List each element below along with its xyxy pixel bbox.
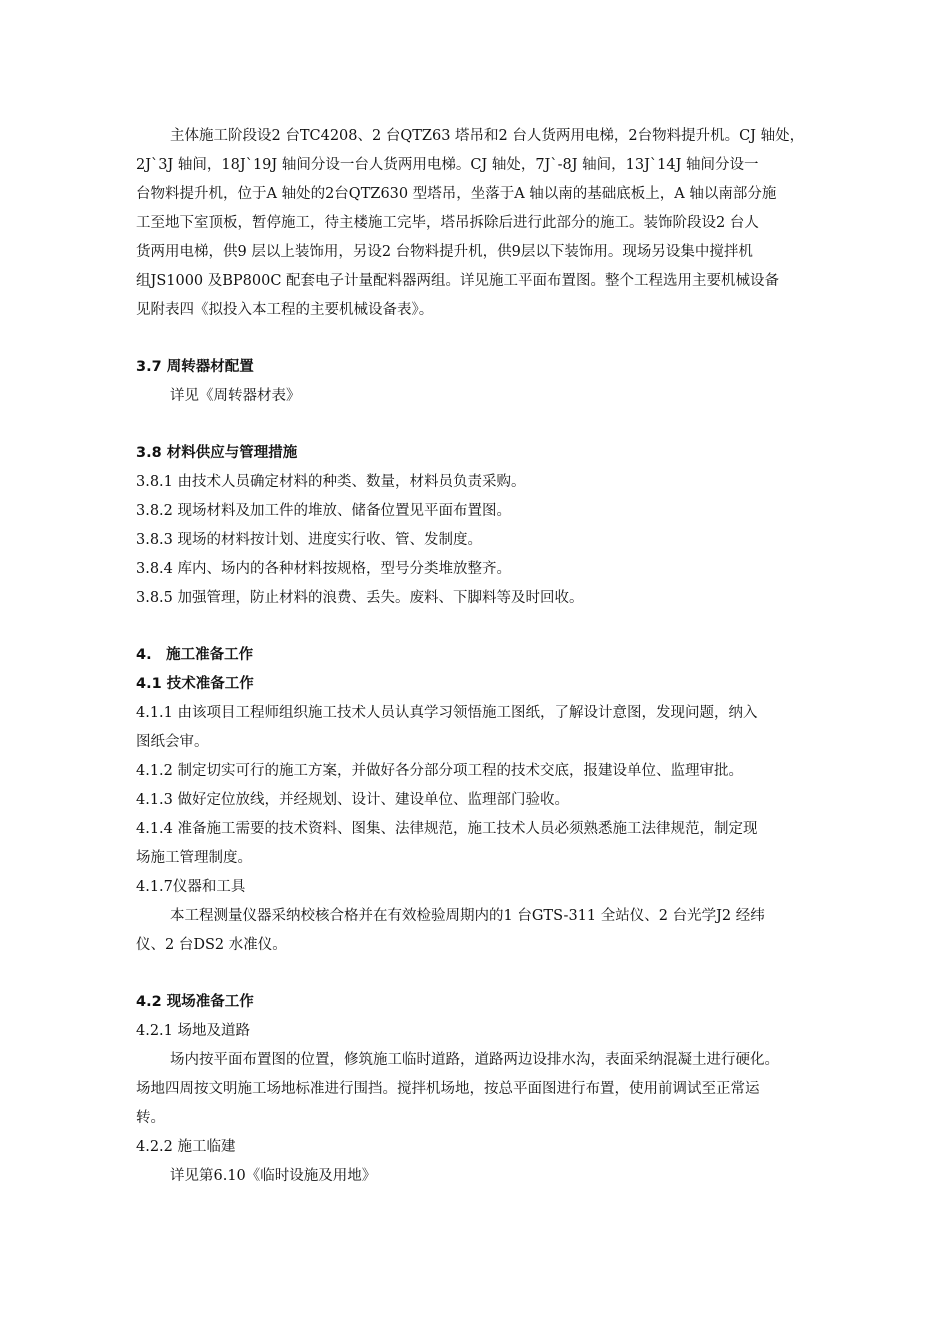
paragraph-line: 仪、2 台DS2 水准仪。 [136,937,287,953]
section-4-2-heading: 4.2 现场准备工作 [136,994,254,1010]
paragraph-line: 详见第6.10《临时设施及用地》 [170,1168,377,1184]
spacer [136,411,860,439]
list-item: 3.8.2 现场材料及加工件的堆放、储备位置见平面布置图。 [136,503,512,519]
intro-line-4: 工至地下室顶板，暂停施工，待主楼施工完毕，塔吊拆除后进行此部分的施工。装饰阶段设2 台人 [136,215,759,231]
spacer [136,960,860,988]
subsection-title: 4.2.2 施工临建 [136,1139,236,1155]
list-item: 3.8.3 现场的材料按计划、进度实行收、管、发制度。 [136,532,483,548]
list-item: 4.1.1 由该项目工程师组织施工技术人员认真学习领悟施工图纸，了解设计意图，发现问题，纳入 [136,705,758,721]
section-4-1-heading: 4.1 技术准备工作 [136,676,254,692]
list-item: 3.8.5 加强管理，防止材料的浪费、丢失。废料、下脚料等及时回收。 [136,590,584,606]
document-page [136,122,860,1191]
paragraph-line: 场内按平面布置图的位置，修筑施工临时道路，道路两边设排水沟，表面采纳混凝土进行硬化。 [170,1052,779,1068]
intro-line-7: 见附表四《拟投入本工程的主要机械设备表》。 [136,302,434,318]
paragraph-line: 本工程测量仪器采纳校核合格并在有效检验周期内的1 台GTS-311 全站仪、2 台光学J2 经纬 [170,908,765,924]
intro-line-6: 组JS1000 及BP800C 配套电子计量配料器两组。详见施工平面布置图。整个工程选用主要机械设备 [136,273,780,289]
section-4-heading: 4. 施工准备工作 [136,647,254,663]
paragraph-line: 场地四周按文明施工场地标准进行围挡。搅拌机场地，按总平面图进行布置，使用前调试至正常运 [136,1081,760,1097]
section-3-7-heading: 3.7 周转器材配置 [136,359,254,375]
subsection-title: 4.2.1 场地及道路 [136,1023,251,1039]
list-item: 4.1.4 准备施工需要的技术资料、图集、法律规范，施工技术人员必须熟悉施工法律规范，制定现 [136,821,758,837]
paragraph-line: 转。 [136,1110,165,1126]
list-item: 4.1.2 制定切实可行的施工方案，并做好各分部分项工程的技术交底，报建设单位、监理审批。 [136,763,743,779]
list-item: 3.8.4 库内、场内的各种材料按规格，型号分类堆放整齐。 [136,561,512,577]
list-item-continuation: 场施工管理制度。 [136,850,252,866]
intro-line-1: 主体施工阶段设2 台TC4208、2 台QTZ63 塔吊和2 台人货两用电梯，2台物料提升机。CJ 轴处， [170,128,805,144]
intro-line-2: 2J`3J 轴间，18J`19J 轴间分设一台人货两用电梯。CJ 轴处，7J`-8J 轴间，13J`14J 轴间分设一 [136,157,759,173]
intro-line-3: 台物料提升机，位于A 轴处的2台QTZ630 型塔吊，坐落于A 轴以南的基础底板上，A 轴以南部分施 [136,186,777,202]
list-item: 4.1.3 做好定位放线，并经规划、设计、建设单位、监理部门验收。 [136,792,570,808]
list-item-continuation: 图纸会审。 [136,734,209,750]
intro-line-5: 货两用电梯，供9 层以上装饰用，另设2 台物料提升机，供9层以下装饰用。现场另设集中搅拌机 [136,244,753,260]
spacer [136,325,860,353]
section-3-7-body: 详见《周转器材表》 [170,388,301,404]
subsection-title: 4.1.7仪器和工具 [136,879,246,895]
list-item: 3.8.1 由技术人员确定材料的种类、数量，材料员负责采购。 [136,474,526,490]
section-3-8-heading: 3.8 材料供应与管理措施 [136,445,298,461]
spacer [136,613,860,641]
